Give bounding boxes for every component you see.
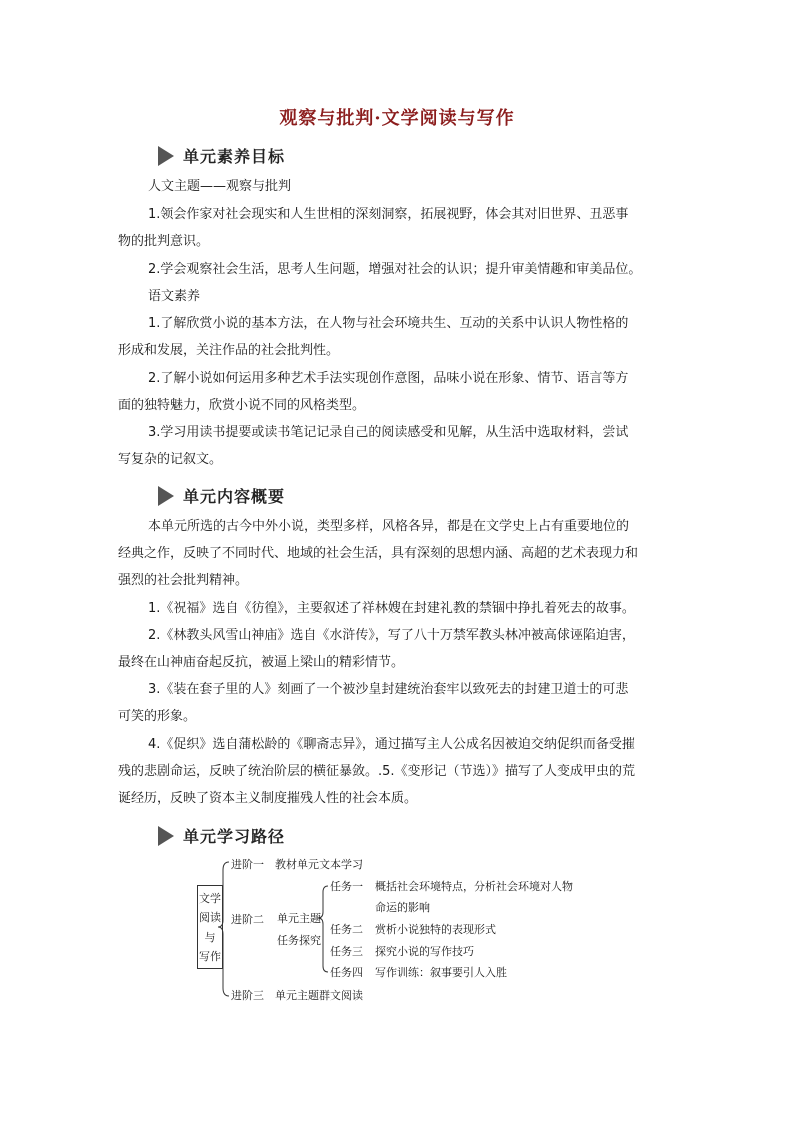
box-line: 与 — [204, 930, 216, 944]
literature-box — [197, 885, 223, 969]
stage-three: 进阶三 单元主题群文阅读 — [231, 989, 363, 1002]
section-title: 单元学习路径 — [183, 827, 286, 846]
box-line: 阅读 — [199, 911, 221, 925]
overview-paragraph: 4.《促织》选自蒲松龄的《聊斋志异》，通过描写主人公成名因被迫交纳促织而备受摧 — [148, 737, 635, 752]
task-text: 写作训练：叙事要引人入胜 — [375, 966, 507, 979]
humanities-heading: 人文主题——观察与批判 — [148, 179, 292, 194]
goal-paragraph: 1.领会作家对社会现实和人生世相的深刻洞察，拓展视野，体会其对旧世界、丑恶事 — [148, 207, 629, 222]
stage-two: 进阶二 — [231, 913, 264, 926]
goal-paragraph-cont: 写复杂的记叙文。 — [118, 452, 223, 467]
overview-paragraph-cont: 残的悲剧命运，反映了统治阶层的横征暴敛。.5.《变形记（节选）》描写了人变成甲虫的荒 — [118, 764, 636, 779]
task-text: 赏析小说独特的表现形式 — [375, 923, 496, 936]
box-line: 文学 — [199, 891, 221, 905]
task-label: 任务一 — [330, 880, 363, 893]
overview-paragraph: 2.《林教头风雪山神庙》选自《水浒传》，写了八十万禁军教头林冲被高俅诬陷迫害， — [148, 628, 635, 643]
goal-paragraph-cont: 形成和发展，关注作品的社会批判性。 — [118, 343, 340, 358]
task-label: 任务二 — [330, 923, 363, 936]
task-text-cont: 命运的影响 — [375, 901, 430, 914]
overview-paragraph-cont: 可笑的形象。 — [118, 709, 197, 724]
literacy-heading: 语文素养 — [148, 289, 201, 304]
task-text: 探究小说的写作技巧 — [375, 945, 474, 958]
overview-paragraph-cont: 经典之作，反映了不同时代、地域的社会生活，具有深刻的思想内涵、高超的艺术表现力和 — [118, 546, 639, 561]
stage-two-sub: 任务探究 — [277, 934, 321, 947]
task-label: 任务三 — [330, 945, 363, 958]
goal-paragraph: 2.学会观察社会生活，思考人生问题，增强对社会的认识；提升审美情趣和审美品位。 — [148, 262, 642, 277]
goal-paragraph: 3.学习用读书提要或读书笔记记录自己的阅读感受和见解，从生活中选取材料，尝试 — [148, 425, 629, 440]
goal-paragraph-cont: 物的批判意识。 — [118, 234, 210, 249]
overview-paragraph-cont: 诞经历，反映了资本主义制度摧残人性的社会本质。 — [118, 791, 418, 806]
page-title: 观察与批判·文学阅读与写作 — [279, 108, 515, 129]
task-label: 任务四 — [330, 966, 363, 979]
overview-paragraph-cont: 最终在山神庙奋起反抗，被逼上梁山的精彩情节。 — [118, 655, 405, 670]
overview-paragraph: 本单元所选的古今中外小说，类型多样，风格各异，都是在文学史上占有重要地位的 — [148, 519, 630, 534]
section-title: 单元素养目标 — [183, 147, 286, 166]
stage-one: 进阶一 教材单元文本学习 — [231, 858, 363, 871]
section-title: 单元内容概要 — [183, 487, 286, 506]
goal-paragraph-cont: 面的独特魅力，欣赏小说不同的风格类型。 — [118, 398, 366, 413]
box-line: 写作 — [199, 950, 221, 964]
stage-two-sub: 单元主题 — [277, 912, 321, 925]
overview-paragraph-cont: 强烈的社会批判精神。 — [118, 573, 249, 588]
goal-paragraph: 1.了解欣赏小说的基本方法，在人物与社会环境共生、互动的关系中认识人物性格的 — [148, 316, 629, 331]
overview-paragraph: 1.《祝福》选自《彷徨》，主要叙述了祥林嫂在封建礼教的禁锢中挣扎着死去的故事。 — [148, 601, 635, 616]
task-text: 概括社会环境特点，分析社会环境对人物 — [375, 880, 573, 893]
goal-paragraph: 2.了解小说如何运用多种艺术手法实现创作意图，品味小说在形象、情节、语言等方 — [148, 371, 629, 386]
overview-paragraph: 3.《装在套子里的人》刻画了一个被沙皇封建统治套牢以致死去的封建卫道士的可悲 — [148, 682, 629, 697]
